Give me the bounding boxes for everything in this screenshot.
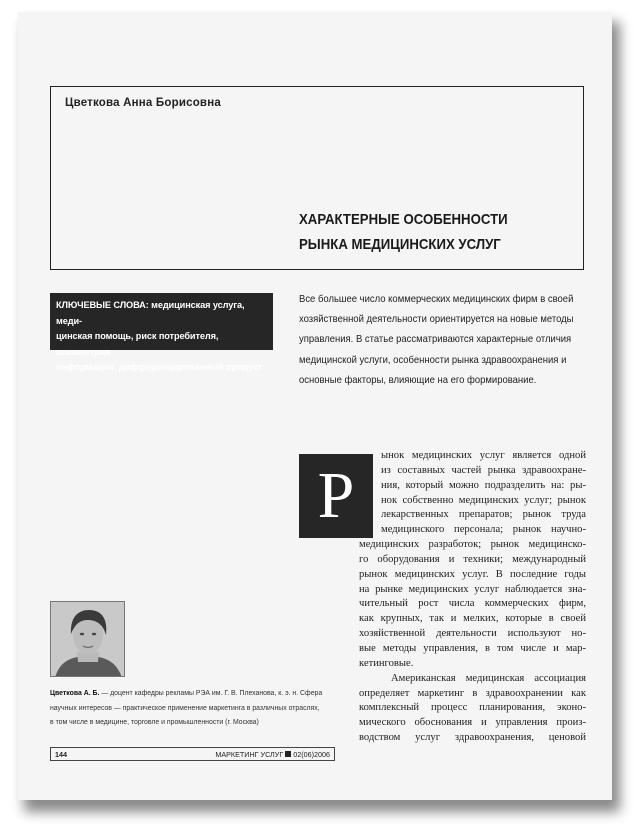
journal-name: МАРКЕТИНГ УСЛУГ (215, 750, 284, 759)
keywords-line-1-text: медицинская услуга, меди- (56, 300, 245, 326)
article-header-box (50, 86, 584, 270)
body-line: лекарственных препаратов; рынок труда (381, 509, 586, 521)
body-line: хозяйственной деятельности используют но- (359, 628, 586, 640)
abstract-line: медицинской услуги, особенности рынка здравоохранения и (299, 354, 567, 366)
body-line: чительный рост числа коммерческих фирм, (359, 598, 586, 610)
caption-line-1 (50, 687, 350, 702)
page-footer (50, 747, 335, 761)
journal-info (215, 750, 330, 759)
body-line: мического обоснования и управления произ- (359, 717, 586, 729)
keywords-line-1 (56, 298, 267, 329)
author-portrait-image (51, 602, 125, 677)
journal-issue: 02(06)2006 (293, 750, 330, 759)
body-line: из составных частей рынка здравоохране- (381, 464, 586, 476)
title-line-1: ХАРАКТЕРНЫЕ ОСОБЕННОСТИ (299, 211, 508, 228)
body-line: как крупных, так и мелких, которые в своей (359, 613, 586, 625)
caption-line-1-text: — доцент кафедры рекламы РЭА им. Г. В. Плеханова, к. э. н. Сфера (99, 690, 323, 697)
body-line: на рынке медицинских услуг наблюдается зна- (359, 583, 586, 595)
abstract-line: Все большее число коммерческих медицинских фирм в своей (299, 294, 574, 305)
body-line: медицинского персонала; рынок научно- (381, 524, 586, 536)
drop-cap: Р (299, 454, 373, 538)
abstract (299, 290, 591, 391)
body-line: нок собственно медицинских услуг; рынок (381, 494, 586, 506)
square-bullet-icon (285, 751, 291, 757)
body-line: комплексный процесс планирования, эконо- (359, 702, 586, 714)
body-line: Американская медицинская ассоциация (391, 672, 586, 684)
body-line: водством услуг здравоохранения, ценовой (359, 732, 586, 744)
abstract-line: основные факторы, влияющие на его формирование. (299, 374, 537, 386)
keywords-block (50, 293, 273, 373)
page-number: 144 (55, 750, 67, 759)
article-title (299, 207, 508, 257)
caption-author-name: Цветкова А. Б. (50, 690, 100, 697)
body-line: ынок медицинских услуг является одной (381, 450, 586, 461)
keywords-line-3: информации, дифференцированный продукт (56, 362, 263, 373)
keywords-line-2: цинская помощь, риск потребителя, асимметрия (56, 331, 219, 357)
body-line: ния, который можно подразделить на: ры- (381, 479, 586, 491)
author-name: Цветкова Анна Борисовна (65, 97, 221, 109)
title-line-2: РЫНКА МЕДИЦИНСКИХ УСЛУГ (299, 236, 501, 253)
abstract-line: хозяйственной деятельности ориентируется на новые методы (299, 314, 574, 326)
body-line: вые методы управления, в том числе и мар- (359, 642, 586, 654)
keywords-label: КЛЮЧЕВЫЕ СЛОВА: (56, 300, 149, 310)
author-caption (50, 687, 350, 731)
abstract-line: управления. В статье рассматриваются характерные отличия (299, 334, 572, 346)
author-photo (50, 601, 125, 677)
body-line: определяет маркетинг в здравоохранении как (359, 687, 586, 699)
body-line: медицинских разработок; рынок медицинско- (359, 539, 586, 551)
body-line: кетинговые. (359, 657, 414, 669)
body-line: го оборудования и техники; международный (359, 553, 586, 565)
caption-line-2: научных интересов — практическое применение маркетинга в различных отраслях, (50, 704, 320, 712)
body-line: рынок медицинских услуг. В последние годы (359, 568, 586, 580)
caption-line-3: в том числе в медицине, торговле и промышленности (г. Москва) (50, 719, 259, 727)
document-page (18, 12, 612, 800)
